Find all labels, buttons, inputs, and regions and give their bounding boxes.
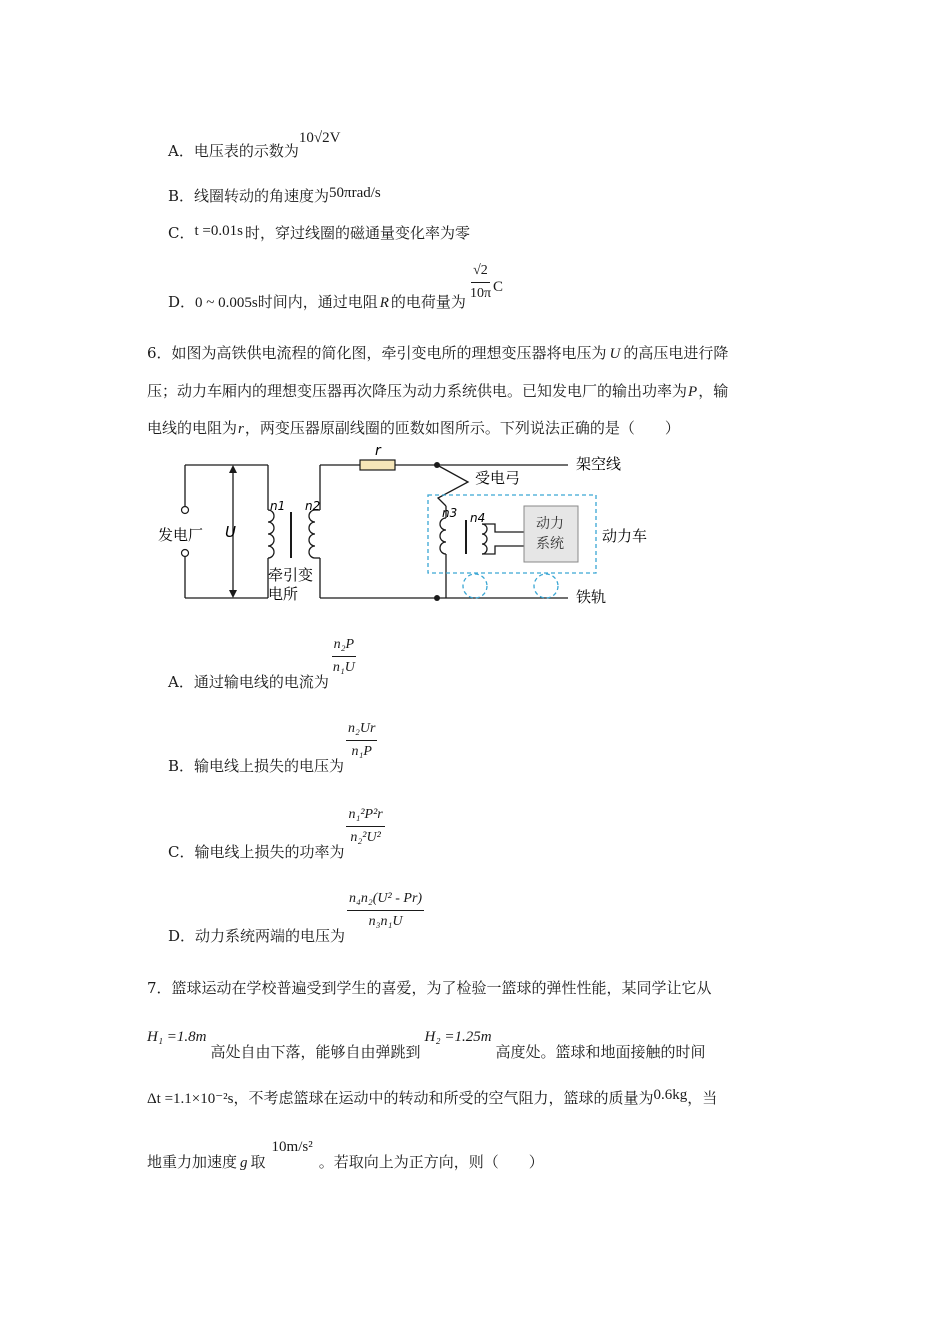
q6-stem-text1b: 的高压电进行降: [623, 344, 729, 362]
label-catenary: 架空线: [576, 455, 622, 473]
coil-n3: [440, 518, 446, 554]
q6-circuit-diagram: [150, 440, 670, 610]
q6-stem-text2a: 压；动力车厢内的理想变压器再次降压为动力系统供电。已知发电厂的输出功率为: [147, 382, 688, 400]
q5-option-c-prefix: C．: [168, 224, 195, 242]
label-power-system-2: 系统: [536, 536, 564, 552]
q6-option-c-fraction: [346, 806, 384, 847]
q6-option-a-label: A．通过输电线的电流为: [168, 672, 329, 691]
q6-option-b: [168, 720, 377, 775]
q5-option-d-r: R: [379, 294, 389, 311]
q7-stem-text2a: 高处自由下落，能够自由弹跳到: [210, 1043, 421, 1061]
q5-option-d-mid: 时间内，通过电阻: [257, 292, 378, 311]
q6-stem-r: r: [238, 421, 244, 437]
terminal-bottom: [182, 550, 189, 557]
q6-option-c-num: n₁²P²r: [346, 806, 384, 827]
coil-n1: [268, 510, 274, 558]
arrow-head-down: [229, 590, 237, 598]
label-power-system-1: 动力: [536, 516, 564, 532]
q7-h2: H₂ =1.25m: [424, 1029, 492, 1045]
q5-option-d-unit: C: [493, 278, 504, 295]
q6-stem-text2b: ，输: [698, 382, 729, 400]
q5-option-d-math: 0 ~ 0.005s: [195, 294, 258, 311]
q7-h1: H₁ =1.8m: [147, 1029, 207, 1045]
q7-stem-line2: [147, 1026, 706, 1062]
label-power-plant: 发电厂: [158, 526, 204, 544]
label-n1: n1: [270, 499, 286, 513]
q6-stem-line2: [147, 381, 728, 402]
q5-option-d-fraction: [468, 262, 493, 303]
coil-n4: [482, 524, 487, 554]
train-wheel-1: [463, 574, 487, 598]
q7-stem-text4b: 取: [250, 1153, 266, 1171]
q5-option-c-text: 时，穿过线圈的磁通量变化率为零: [244, 224, 470, 242]
q7-stem-text4a: 地重力加速度: [147, 1153, 238, 1171]
q6-option-c: [168, 806, 385, 861]
q6-option-a: [168, 636, 357, 691]
coil-n2: [309, 510, 315, 558]
q6-option-d: [168, 890, 424, 945]
q7-stem-line1: [147, 978, 712, 998]
q6-stem-line3: [147, 418, 680, 439]
q7-gval: 10m/s²: [271, 1139, 313, 1155]
q7-dt: Δt =1.1×10⁻²s: [147, 1091, 234, 1107]
label-power-car: 动力车: [602, 527, 648, 545]
q6-stem-p: P: [688, 384, 698, 400]
label-rail: 铁轨: [576, 588, 607, 606]
label-n2: n2: [305, 499, 321, 513]
q6-stem-u: U: [609, 346, 621, 362]
q5-option-b-value: 50πrad/s: [329, 185, 381, 201]
q6-option-a-den: n₁U: [332, 660, 355, 675]
label-r: r: [375, 443, 381, 459]
q6-option-d-den: n₃n₁U: [368, 914, 403, 929]
q6-option-d-label: D．动力系统两端的电压为: [168, 926, 346, 945]
q5-option-d: [168, 262, 504, 311]
q5-option-c-math: t =0.01s: [194, 223, 243, 239]
q7-stem-line4: [147, 1136, 544, 1172]
pantograph: [437, 465, 468, 506]
q6-option-b-fraction: [346, 720, 377, 761]
q6-option-b-label: B．输电线上损失的电压为: [168, 756, 345, 775]
q6-option-b-num: n₂Ur: [346, 720, 377, 741]
arrow-head-up: [229, 465, 237, 473]
q6-option-a-fraction: [331, 636, 357, 677]
q5-option-a-value: 10√2V: [298, 130, 341, 146]
q7-stem-text2b: 高度处。篮球和地面接触的时间: [495, 1043, 706, 1061]
q5-option-d-prefix: D．: [168, 292, 196, 311]
q7-g: g: [240, 1155, 248, 1171]
q6-stem-line1: [147, 343, 728, 364]
q7-stem-text3a: ，不考虑篮球在运动中的转动和所受的空气阻力，篮球的质量为: [233, 1089, 654, 1107]
q6-stem-text3a: 电线的电阻为: [147, 419, 238, 437]
q6-option-c-label: C．输电线上损失的功率为: [168, 842, 345, 861]
q6-option-c-den: n₂²U²: [350, 830, 381, 845]
power-system-box: [524, 506, 578, 562]
q6-option-a-num: n₂P: [332, 636, 356, 657]
q5-option-d-suffix: 的电荷量为: [390, 292, 466, 311]
q5-option-a: [168, 130, 341, 162]
label-pantograph: 受电弓: [475, 469, 521, 487]
q5-option-d-num: √2: [471, 262, 490, 283]
q7-stem-line3: [147, 1088, 717, 1109]
label-u: U: [225, 523, 236, 541]
q7-stem-text3b: ，当: [687, 1089, 718, 1107]
q5-option-b-label: B．线圈转动的角速度为: [168, 187, 330, 205]
q7-mass: 0.6kg: [653, 1087, 688, 1103]
q6-option-d-fraction: [347, 890, 424, 931]
q6-option-d-num: n₄n₂(U² - Pr): [347, 890, 424, 911]
label-substation-1: 牵引变: [268, 566, 314, 584]
label-substation-2: 电所: [268, 585, 299, 603]
q5-option-c: [168, 223, 470, 244]
q6-stem-text1: 6．如图为高铁供电流程的简化图，牵引变电所的理想变压器将电压为: [147, 344, 607, 362]
junction-bottom: [434, 595, 440, 601]
label-n3: n3: [442, 506, 458, 520]
terminal-top: [182, 507, 189, 514]
q7-stem-text1: 7．篮球运动在学校普遍受到学生的喜爱，为了检验一篮球的弹性性能，某同学让它从: [147, 979, 712, 997]
q5-option-d-den: 10π: [469, 286, 492, 301]
wire-n4-top: [482, 524, 524, 532]
q6-option-b-den: n₁P: [351, 744, 372, 759]
q6-stem-text3b: ，两变压器原副线圈的匝数如图所示。下列说法正确的是（ ）: [244, 419, 680, 437]
resistor-r: [360, 460, 395, 470]
q5-option-a-label: A．电压表的示数为: [168, 142, 299, 160]
junction-top: [434, 462, 440, 468]
wire-n4-bottom: [482, 546, 524, 554]
q7-stem-text4c: 。若取向上为正方向，则（ ）: [318, 1153, 544, 1171]
train-wheel-2: [534, 574, 558, 598]
q5-option-b: [168, 186, 381, 207]
label-n4: n4: [470, 511, 486, 525]
